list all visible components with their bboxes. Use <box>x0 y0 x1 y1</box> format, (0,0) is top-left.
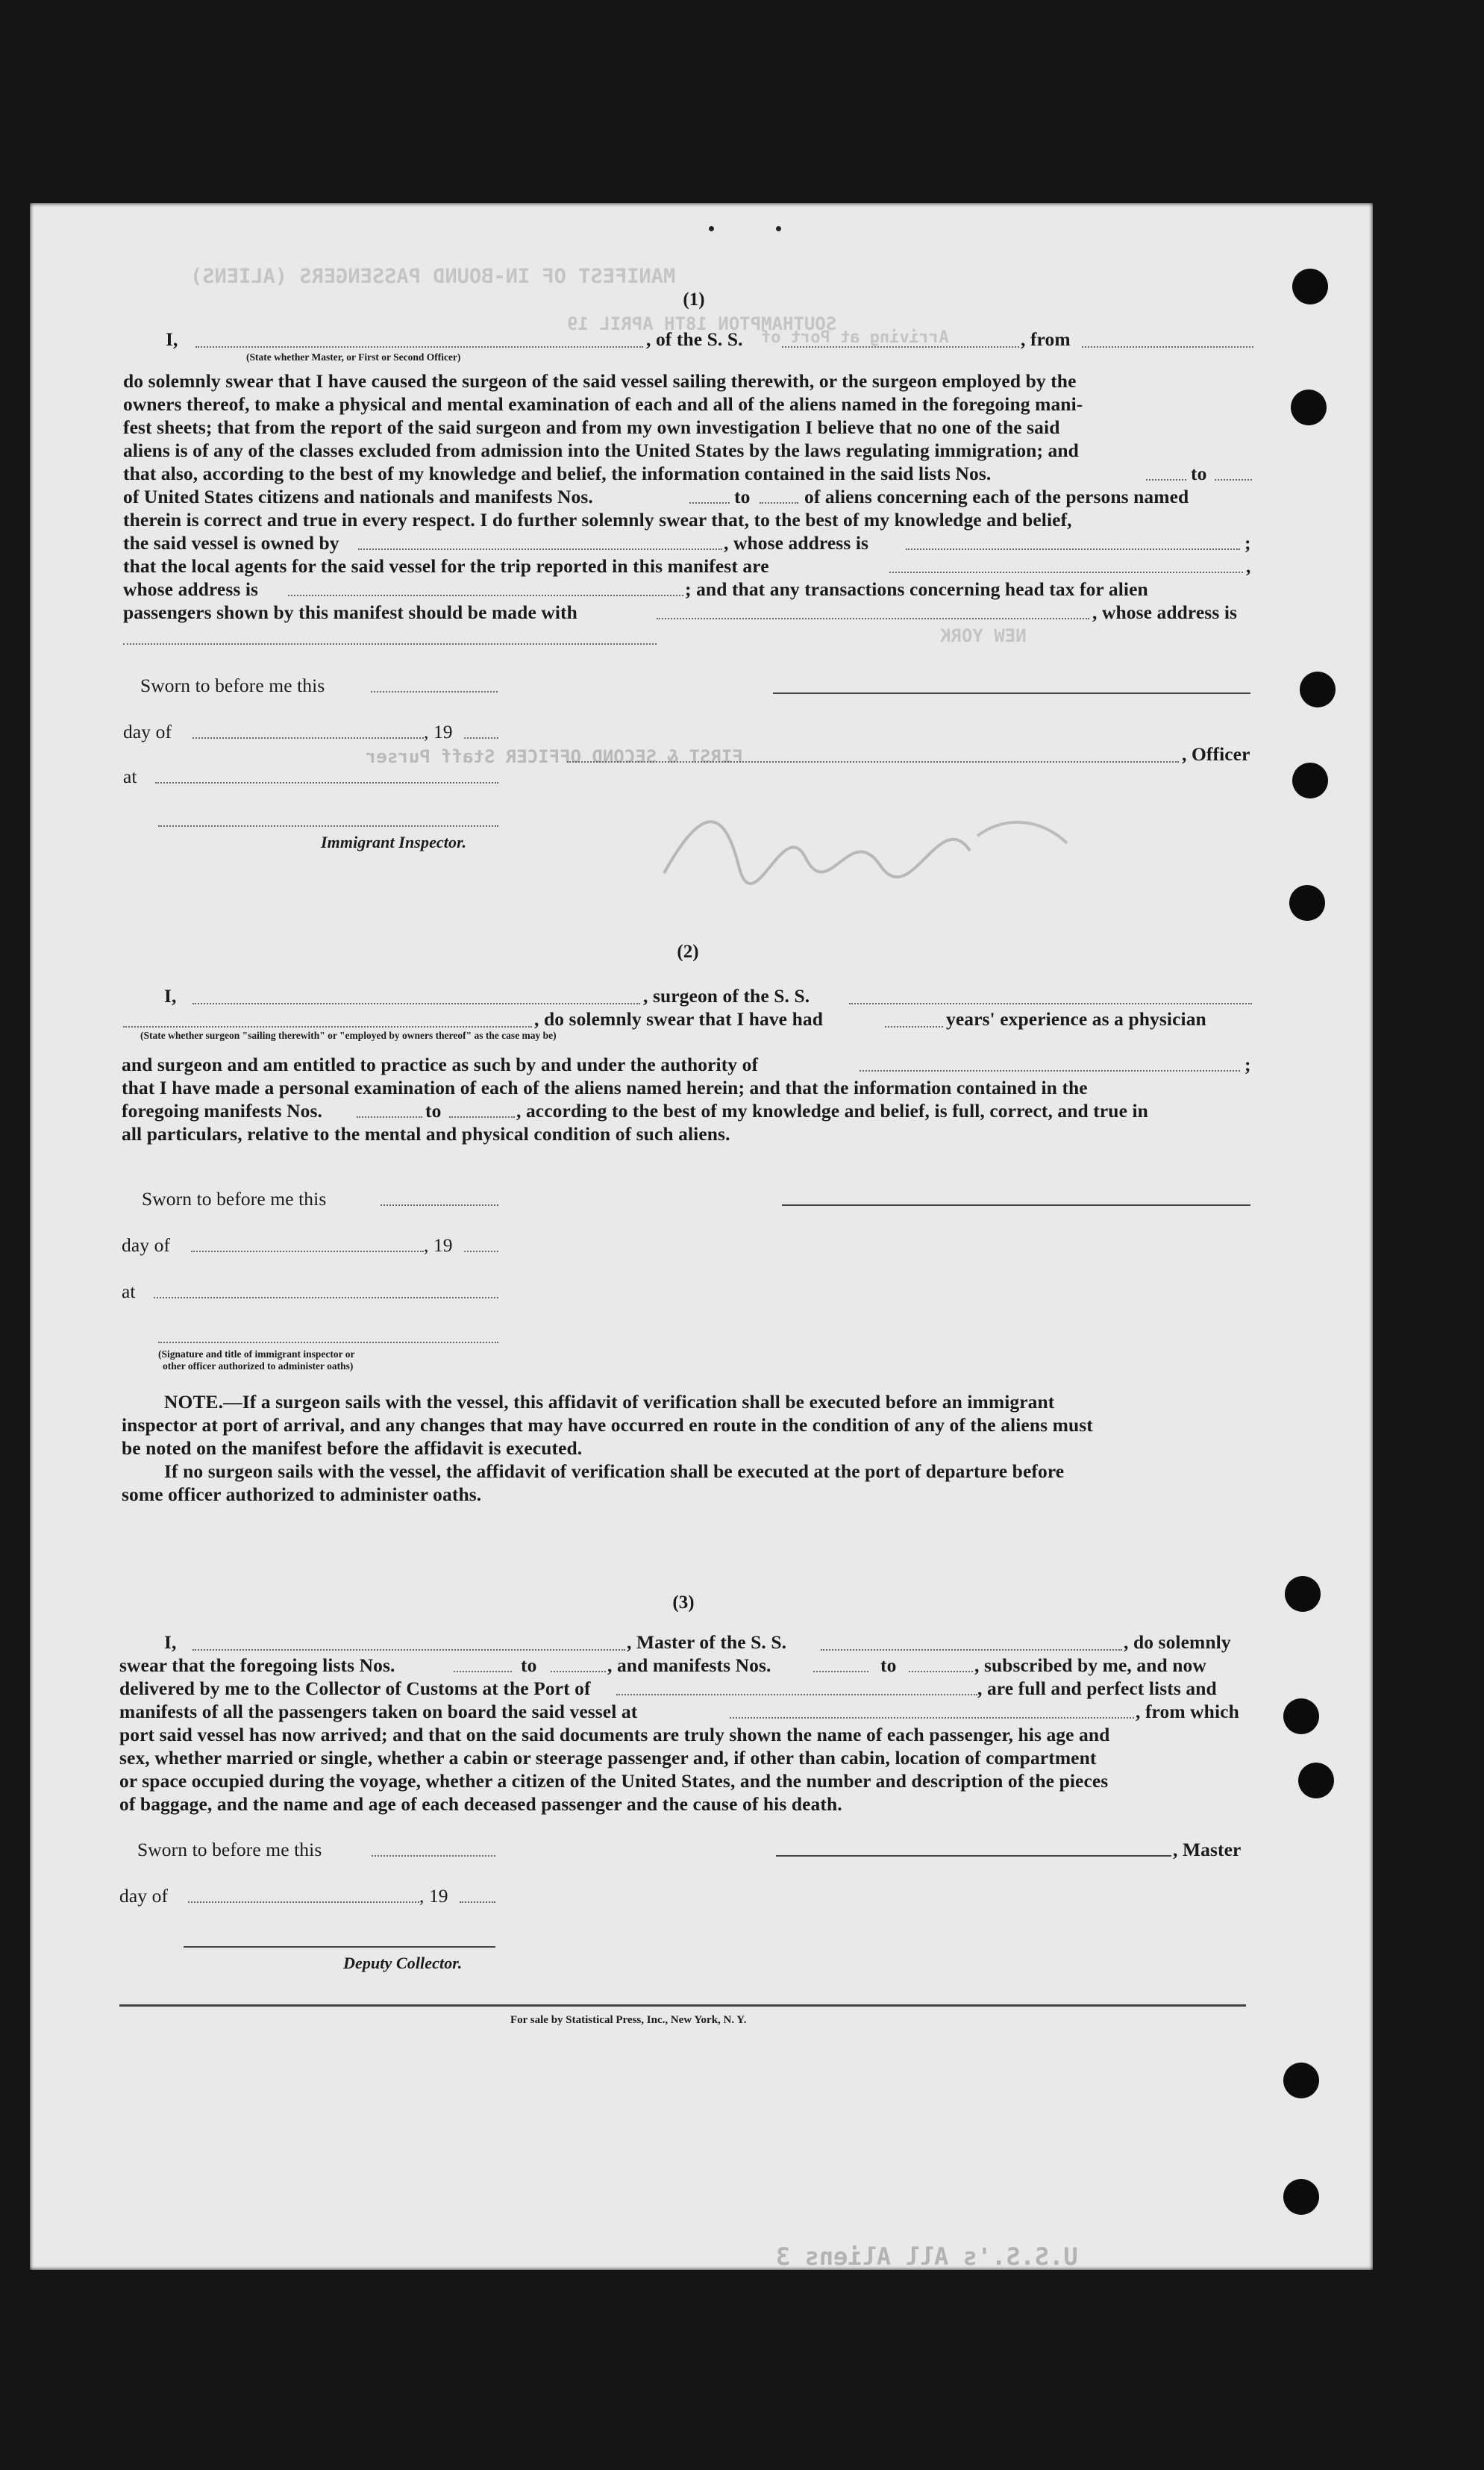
s1-semi: ; <box>1245 532 1251 554</box>
punch-hole <box>1283 2179 1319 2215</box>
bleed-stamp: NEW YORK <box>940 625 1027 646</box>
s3-master: , Master of the S. S. <box>627 1631 787 1653</box>
blank-embark-port[interactable] <box>730 1717 1134 1719</box>
s1-para-line: aliens is of any of the classes excluded from admission into the United States by the laws regulating immigration; and <box>123 440 1079 461</box>
s2-years: years' experience as a physician <box>946 1008 1206 1030</box>
blank-s2-manifest-from[interactable] <box>357 1116 422 1118</box>
s1-para-line: of United States citizens and nationals and manifests Nos. <box>123 486 593 507</box>
s2-day-of: day of <box>122 1234 171 1256</box>
printer-imprint: For sale by Statistical Press, Inc., New York, N. Y. <box>510 2014 747 2026</box>
s1-of-aliens: of aliens concerning each of the persons named <box>804 486 1189 507</box>
inspector-signature-line[interactable] <box>158 825 498 827</box>
s3-day-of: day of <box>119 1885 169 1907</box>
note-line: NOTE.—If a surgeon sails with the vessel, this affidavit of verification shall be executed before an immigrant <box>164 1391 1055 1413</box>
blank-party-address[interactable] <box>123 643 657 645</box>
s2-para-line: foregoing manifests Nos. <box>122 1100 322 1122</box>
blank-s3-manifest-to[interactable] <box>909 1671 973 1672</box>
blank-agents[interactable] <box>889 572 1243 573</box>
blank-s3-sworn-date[interactable] <box>372 1855 495 1857</box>
s2-according: , according to the best of my knowledge and belief, is full, correct, and true in <box>516 1100 1148 1122</box>
s1-para-line: therein is correct and true in every respect. I do further solemnly swear that, to the best of my knowledge and belief, <box>123 509 1072 531</box>
blank-s3-month[interactable] <box>188 1901 419 1903</box>
punch-hole <box>1292 763 1328 798</box>
s3-from-which: , from which <box>1136 1701 1239 1722</box>
blank-ship-name-3[interactable] <box>821 1649 1122 1651</box>
s1-para-line: do solemnly swear that I have caused the surgeon of the said vessel sailing therewith, or the surgeon employed by the <box>123 370 1077 392</box>
master-signature-line[interactable] <box>773 692 1250 694</box>
s2-surgeon-of: , surgeon of the S. S. <box>643 985 810 1007</box>
deputy-collector-caption: Deputy Collector. <box>343 1954 463 1972</box>
caption-surgeon: (State whether surgeon "sailing therewith" or "employed by owners thereof" as the case may be) <box>140 1030 557 1041</box>
blank-owner-address[interactable] <box>906 548 1240 550</box>
blank-manifest-to[interactable] <box>760 502 798 504</box>
s3-para-line: sex, whether married or single, whether a cabin or steerage passenger and, if other than cabin, location of compartment <box>119 1747 1097 1769</box>
s3-to-2: to <box>880 1654 897 1676</box>
punch-hole <box>1298 1763 1334 1798</box>
immigrant-inspector-caption: Immigrant Inspector. <box>321 833 467 851</box>
s1-line1-i: I, <box>166 328 178 350</box>
s1-to: to <box>1191 463 1207 484</box>
s2-at: at <box>122 1281 136 1302</box>
speck <box>776 226 781 231</box>
blank-s3-list-from[interactable] <box>454 1671 512 1672</box>
blank-master-name[interactable] <box>192 1649 625 1651</box>
blank-manifest-from[interactable] <box>689 502 730 504</box>
s3-para-line: port said vessel has now arrived; and that on the said documents are truly shown the name of each passenger, his age and <box>119 1724 1110 1745</box>
s2-inspector-signature-line[interactable] <box>158 1342 498 1343</box>
s1-para-line: that also, according to the best of my knowledge and belief, the information contained in the said lists Nos. <box>123 463 992 484</box>
blank-ship-name-2[interactable] <box>849 1003 1252 1004</box>
s2-para-line: all particulars, relative to the mental and physical condition of such aliens. <box>122 1123 730 1145</box>
s1-whose-address-2: , whose address is <box>1092 601 1238 623</box>
s2-swear: , do solemnly swear that I have had <box>534 1008 823 1030</box>
s3-solemnly: , do solemnly <box>1124 1631 1231 1653</box>
s2-to: to <box>425 1100 442 1122</box>
s2-para-line: that I have made a personal examination of each of the aliens named herein; and that the information contained in the <box>122 1077 1088 1098</box>
sig-caption-line: (Signature and title of immigrant inspector or <box>158 1348 355 1360</box>
bleed-stamp: Arriving at Port of <box>761 328 949 347</box>
s3-delivered: delivered by me to the Collector of Customs at the Port of <box>119 1678 591 1699</box>
blank-years[interactable] <box>885 1026 943 1028</box>
s1-para-line: the said vessel is owned by <box>123 532 339 554</box>
blank-agents-address[interactable] <box>288 595 683 596</box>
blank-month[interactable] <box>192 737 424 739</box>
speck <box>709 226 714 231</box>
bleed-bottom-label: U.S.S.'s All Aliens 3 <box>776 2242 1078 2271</box>
blank-surgeon-name[interactable] <box>192 1003 640 1004</box>
note-line: some officer authorized to administer oaths. <box>122 1483 482 1505</box>
blank-officer-title[interactable] <box>567 761 1179 763</box>
s2-para-line: and surgeon and am entitled to practice as such by and under the authority of <box>122 1054 759 1075</box>
s3-manifests-line: manifests of all the passengers taken on board the said vessel at <box>119 1701 638 1722</box>
blank-surgeon-type[interactable] <box>123 1026 532 1028</box>
punch-hole <box>1291 390 1327 425</box>
section-3-heading: (3) <box>672 1592 695 1613</box>
s3-swear: swear that the foregoing lists Nos. <box>119 1654 395 1676</box>
blank-s3-list-to[interactable] <box>551 1671 606 1672</box>
s3-line1-i: I, <box>164 1631 177 1653</box>
note-line: be noted on the manifest before the affidavit is executed. <box>122 1437 583 1459</box>
sig-caption-line: other officer authorized to administer oaths) <box>163 1360 354 1372</box>
s3-manifests-nos: , and manifests Nos. <box>607 1654 771 1676</box>
s3-full: , are full and perfect lists and <box>977 1678 1217 1699</box>
caption-officer: (State whether Master, or First or Second Officer) <box>246 351 461 363</box>
s2-sworn: Sworn to before me this <box>142 1188 327 1210</box>
blank-transactions-party[interactable] <box>657 618 1089 619</box>
blank-authority[interactable] <box>860 1070 1240 1072</box>
section-1-heading: (1) <box>683 290 705 310</box>
blank-from-port[interactable] <box>1082 346 1253 348</box>
blank-port[interactable] <box>616 1694 977 1695</box>
punch-hole <box>1283 2063 1319 2098</box>
s3-sworn: Sworn to before me this <box>137 1839 322 1860</box>
blank-s3-manifest-from[interactable] <box>813 1671 868 1672</box>
s2-semi: ; <box>1245 1054 1251 1075</box>
punch-hole <box>1300 672 1336 707</box>
blank-list-from[interactable] <box>1146 479 1186 481</box>
bleed-stamp: MANIFEST OF IN-BOUND PASSENGERS (ALIENS) <box>190 265 676 288</box>
punch-hole <box>1285 1576 1321 1612</box>
blank-list-to[interactable] <box>1215 479 1252 481</box>
s1-from: , from <box>1021 328 1071 350</box>
s1-para-line: whose address is <box>123 578 259 600</box>
punch-hole <box>1289 885 1325 921</box>
blank-s2-month[interactable] <box>191 1251 424 1252</box>
blank-s3-year[interactable] <box>460 1901 495 1903</box>
handwritten-bleed <box>657 791 1074 895</box>
s1-para-line: owners thereof, to make a physical and mental examination of each and all of the aliens named in the foregoing mani- <box>123 393 1083 415</box>
s1-comma: , <box>1246 555 1251 577</box>
s3-para-line: or space occupied during the voyage, whether a citizen of the United States, and the number and description of the pieces <box>119 1770 1109 1792</box>
footer-rule <box>119 2004 1246 2007</box>
s1-19: , 19 <box>424 721 453 742</box>
punch-hole <box>1283 1698 1319 1734</box>
s3-para-line: of baggage, and the name and age of each deceased passenger and the cause of his death. <box>119 1793 842 1815</box>
s3-subscribed: , subscribed by me, and now <box>974 1654 1206 1676</box>
s1-sworn: Sworn to before me this <box>140 675 325 696</box>
s3-to-1: to <box>521 1654 537 1676</box>
blank-officer-rank[interactable] <box>195 346 643 348</box>
bleed-stamp: SOUTHAMPTON 18TH APRIL 19 <box>567 313 837 334</box>
blank-s2-sworn-date[interactable] <box>381 1204 498 1206</box>
blank-year[interactable] <box>464 737 498 739</box>
note-line: inspector at port of arrival, and any changes that may have occurred en route in the condition of any of the aliens must <box>122 1414 1093 1436</box>
s2-line1-i: I, <box>164 985 177 1007</box>
s3-19: , 19 <box>419 1885 448 1907</box>
blank-place[interactable] <box>155 782 498 784</box>
s1-para-line: passengers shown by this manifest should be made with <box>123 601 577 623</box>
blank-s2-year[interactable] <box>464 1251 498 1252</box>
master-signature-line-3[interactable] <box>776 1855 1171 1857</box>
s1-to: to <box>734 486 751 507</box>
s1-para-line: that the local agents for the said vessel for the trip reported in this manifest are <box>123 555 769 577</box>
bleed-stamp: FIRST & SECOND OFFICER Staff Purser <box>366 746 743 767</box>
deputy-signature-line[interactable] <box>184 1946 495 1948</box>
blank-ship-name[interactable] <box>782 346 1019 348</box>
surgeon-signature-line[interactable] <box>782 1204 1250 1206</box>
blank-owner[interactable] <box>358 548 722 550</box>
s3-master-sig: , Master <box>1173 1839 1242 1860</box>
s1-officer: , Officer <box>1182 743 1250 765</box>
s1-para-line: fest sheets; that from the report of the said surgeon and from my own investigation I believe that no one of the said <box>123 416 1060 438</box>
s1-head-tax: ; and that any transactions concerning head tax for alien <box>685 578 1148 600</box>
blank-sworn-date[interactable] <box>371 691 498 692</box>
s1-day-of: day of <box>123 721 172 742</box>
punch-hole <box>1292 269 1328 304</box>
s1-whose-address: , whose address is <box>724 532 869 554</box>
note-line: If no surgeon sails with the vessel, the affidavit of verification shall be executed at the port of departure before <box>164 1460 1065 1482</box>
s1-of-ss: , of the S. S. <box>646 328 743 350</box>
s2-19: , 19 <box>424 1234 453 1256</box>
s1-at: at <box>123 766 137 787</box>
blank-s2-place[interactable] <box>154 1297 498 1298</box>
blank-s2-manifest-to[interactable] <box>449 1116 515 1118</box>
section-2-heading: (2) <box>677 942 699 962</box>
